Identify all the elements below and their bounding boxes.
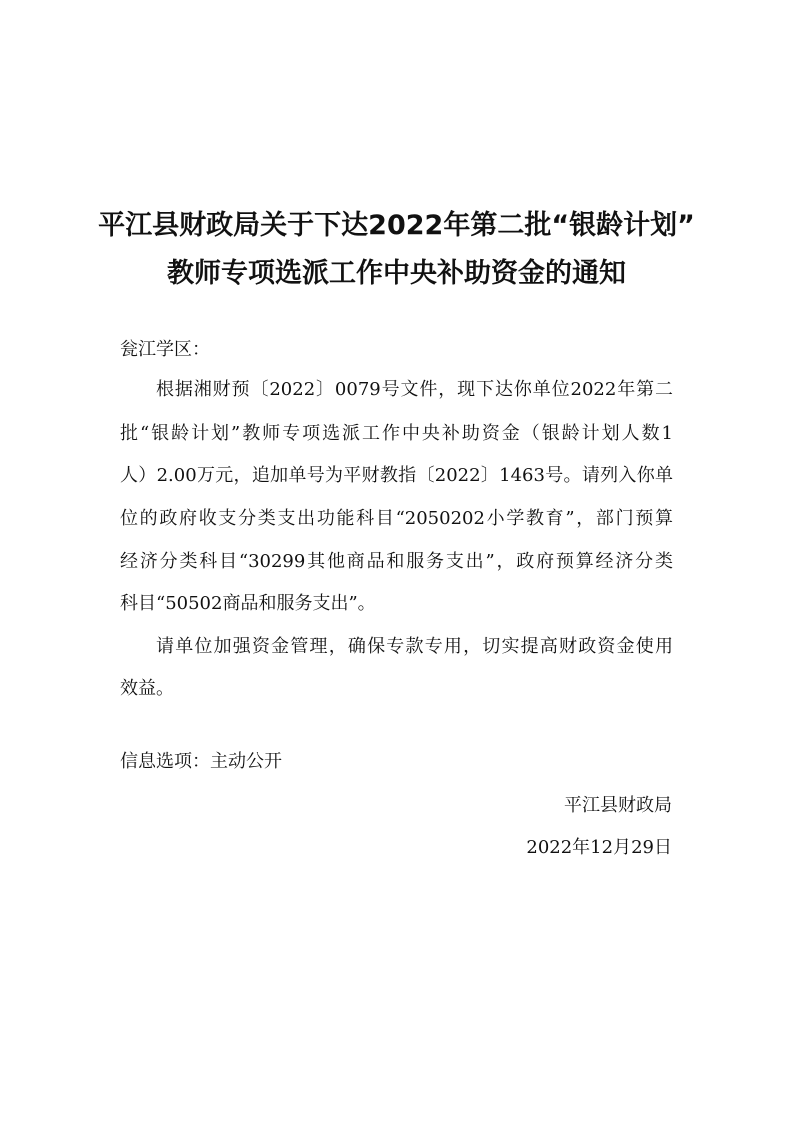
salutation: 瓮江学区： (120, 339, 210, 360)
document-title-line-2: 教师专项选派工作中央补助资金的通知 (167, 258, 626, 289)
paragraph-1-line-3: 人）2.00万元，追加单号为平财教指〔2022〕1463号。请列入你单 (120, 465, 673, 486)
issue-date: 2022年12月29日 (526, 837, 672, 858)
paragraph-1-line-5: 经济分类科目“30299其他商品和服务支出”，政府预算经济分类 (120, 551, 673, 572)
paragraph-2-line-2: 效益。 (120, 678, 174, 699)
paragraph-1-line-2: 批“银龄计划”教师专项选派工作中央补助资金（银龄计划人数1 (120, 423, 673, 444)
paragraph-1-line-6: 科目“50502商品和服务支出”。 (120, 593, 376, 614)
paragraph-2-line-1: 请单位加强资金管理，确保专款专用，切实提高财政资金使用 (156, 636, 673, 657)
signer: 平江县财政局 (564, 795, 672, 816)
paragraph-1-line-1: 根据湘财预〔2022〕0079号文件，现下达你单位2022年第二 (156, 379, 673, 400)
document-title-line-1: 平江县财政局关于下达2022年第二批“银龄计划” (98, 210, 695, 241)
disclosure-option: 信息选项：主动公开 (120, 751, 282, 772)
paragraph-1-line-4: 位的政府收支分类支出功能科目“2050202小学教育”，部门预算 (120, 508, 673, 529)
